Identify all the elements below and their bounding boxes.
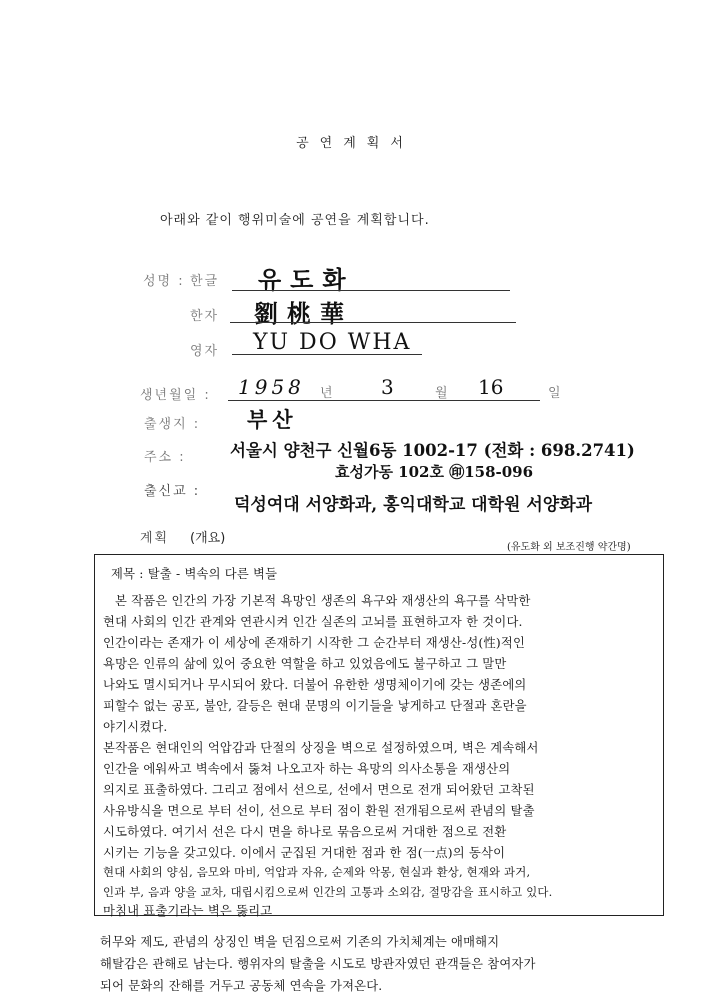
name-label: 성명 : [143,274,185,289]
english-underline [232,354,422,355]
birth-underline [228,400,540,401]
plan-continuation-line: 해탈감은 관해로 남는다. 행위자의 탈출을 시도로 방관자였던 관객들은 참여자가 [100,957,536,971]
plan-line: 의지로 표출하였다. 그리고 점에서 선으로, 선에서 면으로 전개 되어왔던 고착된 [103,783,535,797]
plan-line: 마침내 표출기라는 벽은 뚫리고 [103,904,273,918]
plan-line: 인간을 에워싸고 벽속에서 뚫쳐 나오고자 하는 욕망의 의사소통을 재생산의 [103,762,511,776]
english-label: 영자 [190,344,220,359]
plan-label: 계획 [140,531,170,546]
birthplace-value: 부산 [247,407,298,432]
plan-line: 본 작품은 인간의 가장 기본적 욕망인 생존의 욕구와 재생산의 욕구를 삭막한 [115,594,531,608]
month-unit: 월 [435,386,448,401]
plan-overview-box [94,554,664,916]
plan-line: 인과 부, 음과 양을 교차, 대립시킴으로써 인간의 고통과 소외감, 절망감을 표시하고 있다. [103,885,553,899]
hangul-label: 한글 [190,274,220,289]
plan-continuation-line: 되어 문화의 잔해를 거두고 공동체 연속을 가져온다. [100,979,383,993]
plan-line: 현대 사회의 인간 관계와 연관시켜 인간 실존의 고뇌를 표현하고자 한 것이다. [103,615,523,629]
hanja-underline [230,322,516,323]
plan-line: 욕망은 인류의 삶에 있어 중요한 역할을 하고 있었음에도 불구하고 그 말만 [103,657,507,671]
school-value: 덕성여대 서양화과, 홍익대학교 대학원 서양화과 [234,495,593,515]
plan-line: 본작품은 현대인의 억압감과 단절의 상징을 벽으로 설정하였으며, 벽은 계속해서 [103,741,539,755]
intro-sentence: 아래와 같이 행위미술에 공연을 계획합니다. [160,213,430,228]
birth-year-value: 1958 [238,375,305,399]
plan-line: 인간이라는 존재가 이 세상에 존재하기 시작한 그 순간부터 재생산-성(性)적인 [103,636,526,650]
school-label: 출신교 : [144,484,201,499]
plan-sub-label: (개요) [190,531,226,546]
hangul-name-value: 유도화 [258,265,355,294]
document-title: 공연계획서 [296,136,414,151]
address-label: 주소 : [144,450,186,465]
hanja-label: 한자 [190,309,220,324]
address-line1: 서울시 양천구 신월6동 1002-17 (전화 : 698.2741) [230,441,635,460]
english-name-value: YU DO WHA [253,330,412,355]
plan-line: 나와도 멸시되거나 무시되어 왔다. 더불어 유한한 생명체이기에 갖는 생존에의 [103,678,527,692]
birthplace-label: 출생지 : [144,417,201,432]
assistant-note: (유도화 외 보조진행 약간명) [507,542,631,553]
plan-title-line: 제목 : 탈출 - 벽속의 다른 벽들 [111,567,278,581]
day-unit: 일 [548,386,561,401]
plan-line: 피할수 없는 공포, 불안, 갈등은 현대 문명의 이기들을 낳게하고 단절과 혼란을 [103,699,527,713]
address-line2: 효성가동 102호 ㊞158-096 [335,463,534,481]
year-unit: 년 [320,386,333,401]
plan-line: 시도하였다. 여기서 선은 다시 면을 하나로 묶음으로써 거대한 점으로 전환 [103,825,507,839]
plan-line: 사유방식을 면으로 부터 선이, 선으로 부터 점이 환원 전개됨으로써 관념의 탈출 [103,804,535,818]
plan-line: 야기시켰다. [103,720,168,734]
birth-month-value: 3 [381,375,394,399]
hangul-underline [232,290,510,291]
plan-line: 시키는 기능을 갖고있다. 이에서 군집된 거대한 점과 한 점(一点)의 동삭이 [103,846,506,860]
birth-day-value: 16 [478,375,504,399]
hanja-name-value: 劉桃華 [254,299,353,328]
plan-continuation-line: 허무와 제도, 관념의 상징인 벽을 던짐으로써 기존의 가치체계는 애매해지 [100,935,500,949]
birth-label: 생년월일 : [140,388,211,403]
plan-line: 현대 사회의 양심, 음모와 마비, 억압과 자유, 순제와 악몽, 현실과 환상, 현재와 과거, [103,865,531,879]
